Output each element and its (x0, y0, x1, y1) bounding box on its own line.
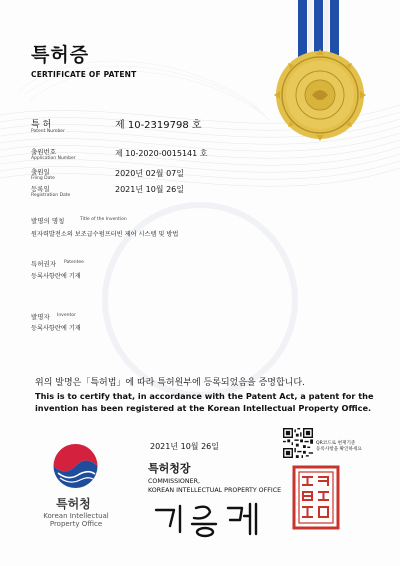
registration-date-label-en: Registration Date (31, 193, 71, 198)
invention-title-value: 원자력발전소의 보조급수펌프터빈 제어 시스템 및 방법 (31, 231, 179, 238)
inventor-label: 발명자 (31, 313, 50, 321)
commissioner-title-ko: 특허청장 (148, 462, 191, 475)
issue-date: 2021년 10월 26일 (150, 442, 219, 451)
certificate-subtitle: CERTIFICATE OF PATENT (31, 70, 137, 79)
patent-number-label: 특 허 (31, 120, 52, 130)
invention-title-label-en: Title of the Invention (80, 217, 127, 222)
patent-number-value: 제 10-2319798 호 (115, 120, 202, 131)
patentee-label: 특허권자 (31, 260, 57, 268)
application-number-label: 출원번호 (31, 148, 57, 156)
qr-caption-line1: QR코드로 현재기준 (316, 441, 356, 446)
official-red-stamp (292, 465, 340, 530)
qr-code[interactable] (283, 428, 313, 458)
declaration-english-line1: This is to certify that, in accordance with the Patent Act, a patent for the (35, 391, 374, 401)
kipo-logo-english-line1: Korean Intellectual (43, 512, 109, 520)
filing-date-label: 출원일 (31, 168, 50, 176)
patent-number-label-en: Patent Number (31, 129, 65, 134)
registration-date-value: 2021년 10월 26일 (115, 185, 184, 194)
invention-title-label: 발명의 명칭 (31, 217, 65, 225)
kipo-logo-english-line2: Property Office (49, 520, 103, 528)
filing-date-value: 2020년 02월 07일 (115, 169, 184, 178)
commissioner-title-en-line1: COMMISSIONER, (148, 478, 200, 485)
qr-caption (316, 441, 362, 453)
qr-caption-line2: 등록사항을 확인하세요 (316, 447, 362, 452)
commissioner-signature (150, 500, 270, 540)
inventor-label-en: Inventor (57, 313, 76, 318)
declaration-english-line2: invention has been registered at the Korean Intellectual Property Office. (35, 403, 372, 413)
application-number-value: 제 10-2020-0015141 호 (115, 149, 208, 158)
commissioner-title-en-line2: KOREAN INTELLECTUAL PROPERTY OFFICE (148, 487, 282, 494)
inventor-value: 등록사항란에 기재 (31, 325, 81, 332)
patentee-label-en: Patentee (64, 260, 84, 265)
certificate-title: 특허증 (31, 44, 90, 66)
gold-seal-with-ribbon (270, 0, 380, 155)
kipo-logo-icon (48, 441, 103, 491)
registration-date-label: 등록일 (31, 185, 50, 193)
kipo-logo-english (40, 512, 112, 528)
declaration-korean: 위의 발명은「특허법」에 따라 특허원부에 등록되었음을 증명합니다. (35, 378, 305, 388)
kipo-logo-text: 특허청 (56, 497, 91, 511)
patentee-value: 등록사항란에 기재 (31, 273, 81, 280)
application-number-label-en: Application Number (31, 156, 76, 161)
filing-date-label-en: Filing Date (31, 176, 55, 181)
